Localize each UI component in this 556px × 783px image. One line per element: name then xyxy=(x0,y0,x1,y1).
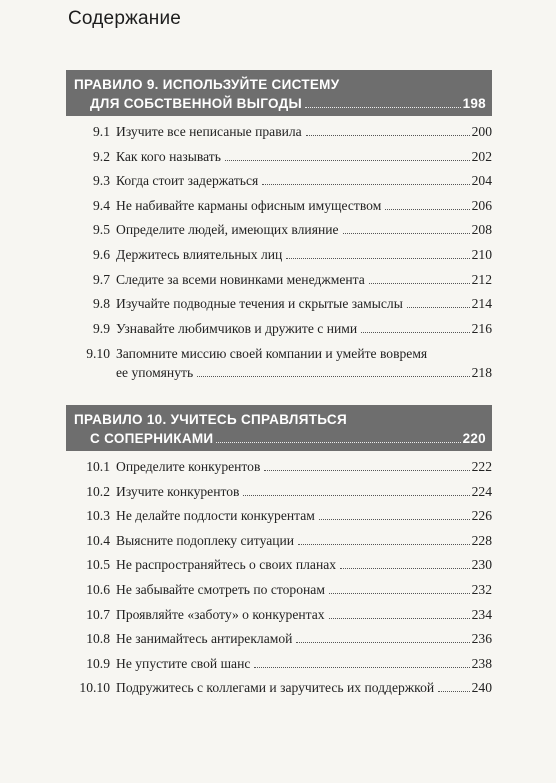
entry-page-number: 234 xyxy=(471,606,492,622)
toc-entry[interactable] xyxy=(66,218,492,243)
chapter-banner xyxy=(66,405,492,451)
dot-leader xyxy=(254,667,469,668)
entry-number: 9.7 xyxy=(93,271,110,287)
entry-title: Не набивайте карманы офисным имуществом xyxy=(116,197,382,213)
entry-title: Проявляйте «заботу» о конкурентах xyxy=(116,606,325,622)
toc-entry[interactable] xyxy=(66,504,492,529)
entry-number: 9.1 xyxy=(93,124,110,139)
chapter-10 xyxy=(66,405,492,701)
toc-entry[interactable] xyxy=(66,529,492,554)
toc-entry[interactable] xyxy=(66,169,492,194)
entry-number: 10.3 xyxy=(86,508,110,524)
dot-leader xyxy=(216,442,460,443)
toc-entry[interactable] xyxy=(66,243,492,268)
dot-leader xyxy=(343,233,470,234)
entry-title: Изучайте подводные течения и скрытые замыслы xyxy=(116,296,403,312)
entry-title: Как кого называть xyxy=(116,148,221,164)
entry-page-number: 216 xyxy=(471,320,492,336)
entry-number: 9.4 xyxy=(93,197,110,213)
chapter-title-line1: ПРАВИЛО 9. ИСПОЛЬЗУЙТЕ СИСТЕМУ xyxy=(74,77,340,92)
entry-title: Выясните подоплеку ситуации xyxy=(116,532,295,548)
dot-leader xyxy=(298,544,470,545)
entry-number: 10.10 xyxy=(79,680,110,696)
dot-leader xyxy=(329,618,470,619)
toc-entry[interactable] xyxy=(66,455,492,480)
entry-number: 9.9 xyxy=(93,320,110,336)
entry-title: Следите за всеми новинками менеджмента xyxy=(116,271,365,287)
entry-title: Определите конкурентов xyxy=(116,459,261,474)
toc-entry[interactable] xyxy=(66,578,492,603)
entry-number: 9.2 xyxy=(93,148,110,164)
entry-number: 9.10 xyxy=(86,346,110,362)
entry-number: 10.2 xyxy=(86,483,110,499)
entry-title: Изучите все неписаные правила xyxy=(116,124,302,139)
entry-title: Не делайте подлости конкурентам xyxy=(116,508,315,524)
entry-title: Не занимайтесь антирекламой xyxy=(116,631,293,647)
entry-page-number: 228 xyxy=(471,532,492,548)
dot-leader xyxy=(197,376,469,377)
entry-page-number: 210 xyxy=(471,246,492,262)
toc-entry[interactable] xyxy=(66,292,492,317)
dot-leader xyxy=(306,135,470,136)
toc-entry[interactable] xyxy=(66,603,492,628)
entry-number: 10.6 xyxy=(86,581,110,597)
entry-number: 9.3 xyxy=(93,173,110,189)
page-title: Содержание xyxy=(68,8,182,29)
entry-title: Не распространяйтесь о своих планах xyxy=(116,557,337,573)
toc-entry[interactable] xyxy=(66,480,492,505)
entry-number: 10.7 xyxy=(86,606,110,622)
dot-leader xyxy=(262,184,469,185)
entry-page-number: 208 xyxy=(471,222,492,238)
dot-leader xyxy=(361,332,469,333)
dot-leader xyxy=(369,283,470,284)
entry-number: 10.4 xyxy=(86,532,110,548)
dot-leader xyxy=(340,568,470,569)
dot-leader xyxy=(286,258,469,259)
entry-title: Изучите конкурентов xyxy=(116,483,240,499)
dot-leader xyxy=(296,642,469,643)
chapter-page-number: 198 xyxy=(462,96,486,111)
entry-page-number: 240 xyxy=(471,680,492,696)
chapter-title-line2: ДЛЯ СОБСТВЕННОЙ ВЫГОДЫ xyxy=(90,96,303,111)
dot-leader xyxy=(385,209,469,210)
dot-leader xyxy=(407,307,470,308)
dot-leader xyxy=(329,593,470,594)
toc-entry[interactable] xyxy=(66,341,492,383)
entry-page-number: 206 xyxy=(471,197,492,213)
dot-leader xyxy=(438,691,469,692)
dot-leader xyxy=(305,107,461,108)
toc-entry[interactable] xyxy=(66,652,492,677)
entry-number: 10.5 xyxy=(86,557,110,573)
chapter-page-number: 220 xyxy=(462,431,486,446)
toc-entry[interactable] xyxy=(66,317,492,342)
chapter-title-line1: ПРАВИЛО 10. УЧИТЕСЬ СПРАВЛЯТЬСЯ xyxy=(74,412,347,427)
entry-number: 10.1 xyxy=(86,459,110,474)
entry-title: Когда стоит задержаться xyxy=(116,173,259,189)
entry-number: 10.8 xyxy=(86,631,110,647)
entry-page-number: 218 xyxy=(471,365,492,381)
entry-page-number: 236 xyxy=(471,631,492,647)
chapter-title-line2: С СОПЕРНИКАМИ xyxy=(90,431,214,446)
entry-page-number: 238 xyxy=(471,655,492,671)
chapter-banner xyxy=(66,70,492,116)
entry-number: 9.5 xyxy=(93,222,110,238)
entry-page-number: 222 xyxy=(471,459,492,474)
toc-entry[interactable] xyxy=(66,627,492,652)
dot-leader xyxy=(319,519,470,520)
entry-page-number: 226 xyxy=(471,508,492,524)
dot-leader xyxy=(264,470,469,471)
toc-entry[interactable] xyxy=(66,194,492,219)
entry-page-number: 212 xyxy=(471,271,492,287)
entry-number: 9.8 xyxy=(93,296,110,312)
toc-entry[interactable] xyxy=(66,676,492,701)
toc-entry[interactable] xyxy=(66,120,492,145)
entry-page-number: 202 xyxy=(471,148,492,164)
entry-title: Узнавайте любимчиков и дружите с ними xyxy=(116,320,358,336)
entry-page-number: 214 xyxy=(471,296,492,312)
dot-leader xyxy=(243,495,469,496)
entry-title: Запомните миссию своей компании и умейте вовремя xyxy=(116,346,428,362)
entry-page-number: 200 xyxy=(471,124,492,139)
entry-title: Определите людей, имеющих влияние xyxy=(116,222,339,238)
entry-page-number: 204 xyxy=(471,173,492,189)
toc-entry[interactable] xyxy=(66,553,492,578)
entry-title: Не упустите свой шанс xyxy=(116,655,251,671)
entry-page-number: 224 xyxy=(471,483,492,499)
toc-entry[interactable] xyxy=(66,268,492,293)
entry-title: Не забывайте смотреть по сторонам xyxy=(116,581,325,597)
toc-entry[interactable] xyxy=(66,145,492,170)
entry-page-number: 230 xyxy=(471,557,492,573)
entry-number: 9.6 xyxy=(93,246,110,262)
dot-leader xyxy=(225,160,470,161)
entry-title: Подружитесь с коллегами и заручитесь их поддержкой xyxy=(116,680,435,696)
entry-title-continued: ее упомянуть xyxy=(116,365,194,381)
entry-page-number: 232 xyxy=(471,581,492,597)
entry-title: Держитесь влиятельных лиц xyxy=(116,246,283,262)
entry-number: 10.9 xyxy=(86,655,110,671)
chapter-9 xyxy=(66,70,492,383)
